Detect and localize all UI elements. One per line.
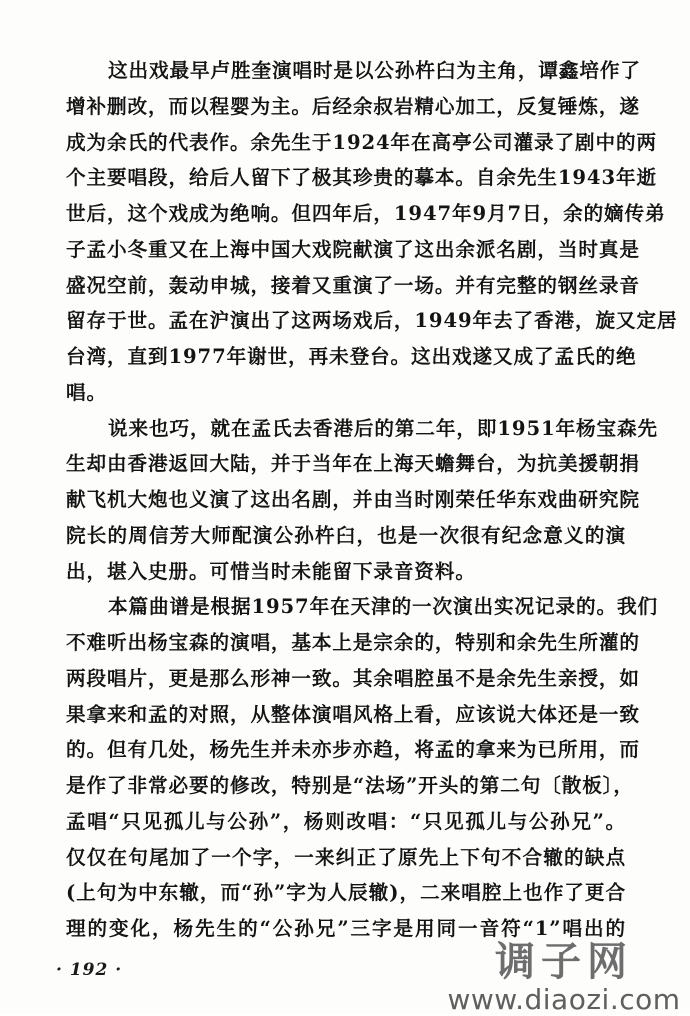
text-line: 这出戏最早卢胜奎演唱时是以公孙杵臼为主角，谭鑫培作了: [108, 59, 641, 82]
text-line: 说来也巧，就在孟氏去香港后的第二年，即1951年杨宝森先: [108, 416, 658, 440]
text-line: 仅仅在句尾加了一个字，一来纠正了原先上下句不合辙的缺点: [66, 845, 626, 869]
watermark: [444, 940, 684, 1016]
text-line: 献飞机大炮也义演了这出名剧，并由当时刚荣任华东戏曲研究院: [66, 488, 640, 511]
text-line: 不难听出杨宝森的演唱，基本上是宗余的，特别和余先生所灌的: [66, 631, 640, 654]
text-line: 盛况空前，轰动申城，接着又重演了一场。并有完整的钢丝录音: [66, 273, 640, 297]
text-line: 生却由香港返回大陆，并于当年在上海天蟾舞台，为抗美援朝捐: [66, 452, 640, 476]
text-line: 孟唱“只见孤儿与公孙”，杨则改唱：“只见孤儿与公孙兄”。: [66, 809, 626, 833]
text-line: 增补删改，而以程婴为主。后经余叔岩精心加工，反复锤炼，遂: [66, 94, 640, 118]
text-line: 院长的周信芳大师配演公孙杵臼，也是一次很有纪念意义的演: [66, 523, 626, 547]
text-line: 子孟小冬重又在上海中国大戏院献演了这出余派名剧，当时真是: [66, 237, 640, 261]
text-line: 出，堪入史册。可惜当时未能留下录音资料。: [66, 559, 476, 583]
text-line: 留存于世。孟在沪演出了这两场戏后，1949年去了香港，旋又定居: [66, 309, 678, 333]
page-number: · 192 ·: [56, 960, 123, 980]
text-line: 唱。: [66, 380, 107, 404]
text-line: 两段唱片，更是那么形神一致。其余唱腔虽不是余先生亲授，如: [66, 666, 640, 690]
watermark-url: www.diaozi.com: [447, 983, 681, 1016]
text-line: 个主要唱段，给后人留下了极其珍贵的摹本。自余先生1943年逝: [66, 166, 657, 190]
watermark-title: 调子网: [495, 939, 633, 985]
text-line: 世后，这个戏成为绝响。但四年后，1947年9月7日，余的嫡传弟: [66, 202, 666, 225]
text-line: 果拿来和孟的对照，从整体演唱风格上看，应该说大体还是一致: [66, 702, 640, 726]
text-line: 理的变化，杨先生的“公孙兄”三字是用同一音符“1”唱出的: [66, 917, 626, 940]
text-line: 台湾，直到1977年谢世，再未登台。这出戏遂又成了孟氏的绝: [66, 345, 637, 368]
text-line: 本篇曲谱是根据1957年在天津的一次演出实况记录的。我们: [108, 595, 658, 619]
text-line: 是作了非常必要的修改，特别是“法场”开头的第二句〔散板〕，: [66, 774, 634, 797]
text-line: 的。但有几处，杨先生并未亦步亦趋，将孟的拿来为已所用，而: [66, 738, 640, 762]
body-text: [66, 58, 678, 952]
text-line: 成为余氏的代表作。余先生于1924年在高亭公司灌录了剧中的两: [66, 130, 657, 154]
text-line: (上句为中东辙，而“孙”字为人辰辙)，二来唱腔上也作了更合: [66, 881, 626, 905]
